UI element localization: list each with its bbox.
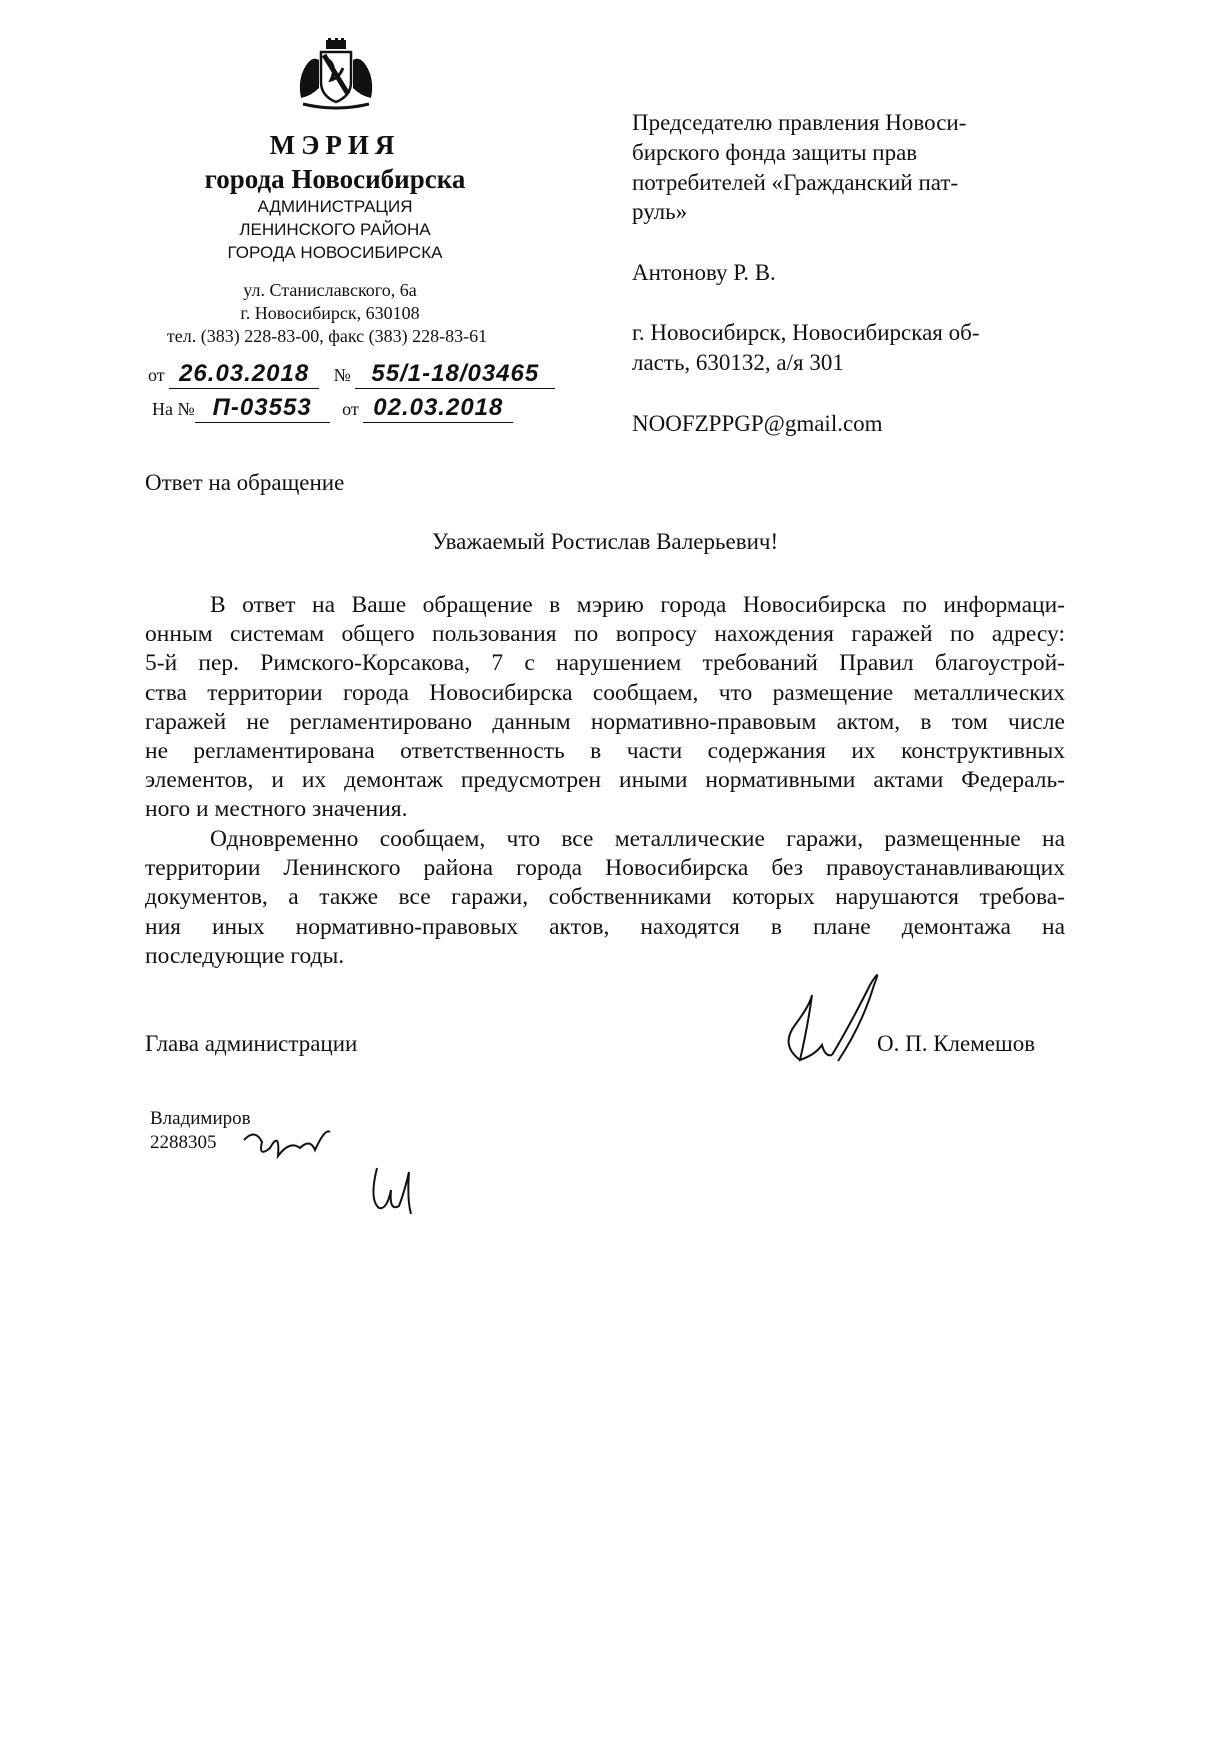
admin-line: АДМИНИСТРАЦИЯ <box>257 197 413 216</box>
city-title: города Новосибирска <box>204 164 466 194</box>
text-line: ства территории города Новосибирска сообщаем, что размещение металлических <box>145 679 1065 706</box>
handwritten-signature <box>770 965 890 1075</box>
paragraph-2 <box>145 825 1065 971</box>
handwritten-initials <box>240 1118 335 1163</box>
text-line: ния иных нормативно-правовых актов, находятся в плане демонтажа на <box>145 913 1065 940</box>
address-line: ул. Станиславского, 6а <box>243 280 417 300</box>
outgoing-date: 26.03.2018 <box>169 360 319 389</box>
city-coat-of-arms-emblem <box>293 38 379 110</box>
recipient-line: потребителей «Гражданский пат- <box>632 170 959 195</box>
paragraph-1 <box>145 591 1065 825</box>
signatory-name: О. П. Клемешов <box>877 1031 1036 1056</box>
recipient-address: ласть, 630132, а/я 301 <box>632 350 844 375</box>
admin-line: ГОРОДА НОВОСИБИРСКА <box>227 243 443 262</box>
from-label: от <box>148 365 165 385</box>
salutation: Уважаемый Ростислав Валерьевич! <box>431 529 779 554</box>
recipient-line: руль» <box>632 199 688 224</box>
address-line: тел. (383) 228-83-00, факс (383) 228-83-61 <box>166 326 488 346</box>
ref-label: На № <box>152 399 195 419</box>
number-label: № <box>333 365 351 385</box>
signatory-position: Глава администрации <box>145 1031 358 1056</box>
recipient-line: бирского фонда защиты прав <box>632 140 918 165</box>
admin-line: ЛЕНИНСКОГО РАЙОНА <box>239 220 431 239</box>
executor-phone: 2288305 <box>150 1132 217 1153</box>
outgoing-reference <box>148 360 555 389</box>
text-line: Одновременно сообщаем, что все металлические гаражи, размещенные на <box>210 826 1065 852</box>
mayor-office-title: МЭРИЯ <box>269 130 401 160</box>
text-line: элементов, и их демонтаж предусмотрен иными нормативными актами Федераль- <box>145 767 1065 794</box>
text-line: В ответ на Ваше обращение в мэрию города Новосибирска по информаци- <box>210 592 1065 618</box>
address-line: г. Новосибирск, 630108 <box>240 303 420 323</box>
incoming-reference <box>152 394 513 423</box>
outgoing-number: 55/1-18/03465 <box>355 360 555 389</box>
text-line: последующие годы. <box>145 942 345 969</box>
executor-name: Владимиров <box>150 1108 251 1129</box>
text-line: не регламентирована ответственность в части содержания их конструктивных <box>145 738 1065 765</box>
text-line: гаражей не регламентировано данным нормативно-правовым актом, в том числе <box>145 708 1065 735</box>
recipient-email: NOOFZPPGP@gmail.com <box>632 411 883 436</box>
text-line: онным системам общего пользования по вопросу нахождения гаражей по адресу: <box>145 621 1065 648</box>
ref-number: П-03553 <box>195 394 330 423</box>
text-line: ного и местного значения. <box>145 796 408 823</box>
ref-from-label: от <box>342 399 359 419</box>
text-line: территории Ленинского района города Новосибирска без правоустанавливающих <box>145 855 1065 882</box>
recipient-name: Антонову Р. В. <box>632 260 776 285</box>
ref-date: 02.03.2018 <box>363 394 513 423</box>
subject: Ответ на обращение <box>145 470 345 495</box>
recipient-address: г. Новосибирск, Новосибирская об- <box>632 320 980 345</box>
text-line: документов, а также все гаражи, собственниками которых нарушаются требова- <box>145 884 1065 911</box>
text-line: 5-й пер. Римского-Корсакова, 7 с нарушением требований Правил благоустрой- <box>145 650 1065 677</box>
recipient-line: Председателю правления Новоси- <box>632 110 967 135</box>
handwritten-mark <box>365 1160 425 1220</box>
